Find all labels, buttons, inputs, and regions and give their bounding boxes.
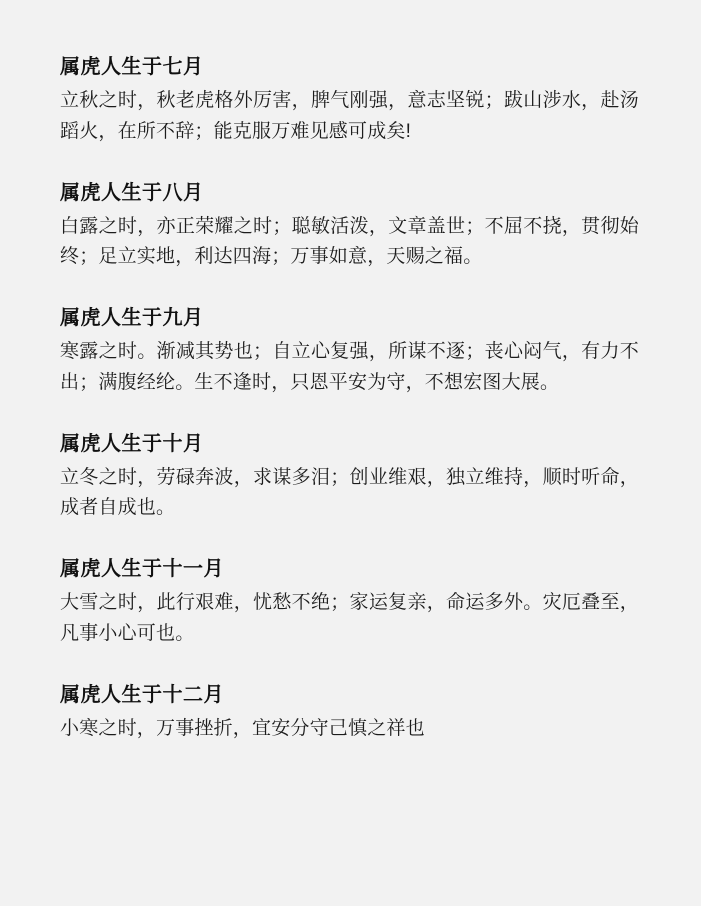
section-month-08	[60, 178, 639, 274]
section-month-07	[60, 52, 639, 148]
section-body: 寒露之时。渐减其势也；自立心复强，所谋不逐；丧心闷气，有力不出；满腹经纶。生不逢时，只恩平安为守，不想宏图大展。	[60, 341, 639, 393]
section-month-09	[60, 303, 639, 399]
section-heading: 属虎人生于九月	[60, 307, 204, 330]
section-body: 白露之时，亦正荣耀之时；聪敏活泼，文章盖世；不屈不挠，贯彻始终；足立实地，利达四海；万事如意，天赐之福。	[60, 215, 639, 268]
section-body: 小寒之时，万事挫折，宜安分守己慎之祥也	[60, 717, 425, 739]
section-month-10	[60, 429, 639, 525]
section-heading: 属虎人生于十月	[60, 432, 204, 455]
section-heading: 属虎人生于七月	[60, 56, 204, 78]
section-month-12	[60, 680, 639, 745]
section-body: 大雪之时，此行艰难，忧愁不绝；家运复亲，命运多外。灾厄叠至，凡事小心可也。	[60, 592, 639, 644]
section-month-11	[60, 554, 639, 650]
section-heading: 属虎人生于十二月	[60, 683, 224, 706]
section-body: 立秋之时，秋老虎格外厉害，脾气刚强，意志坚锐；跋山涉水，赴汤蹈火，在所不辞；能克服万难见感可成矣!	[60, 90, 639, 142]
section-heading: 属虎人生于八月	[60, 181, 204, 204]
section-heading: 属虎人生于十一月	[60, 558, 224, 581]
section-body: 立冬之时，劳碌奔波，求谋多泪；创业维艰，独立维持，顺时听命，成者自成也。	[60, 466, 639, 519]
